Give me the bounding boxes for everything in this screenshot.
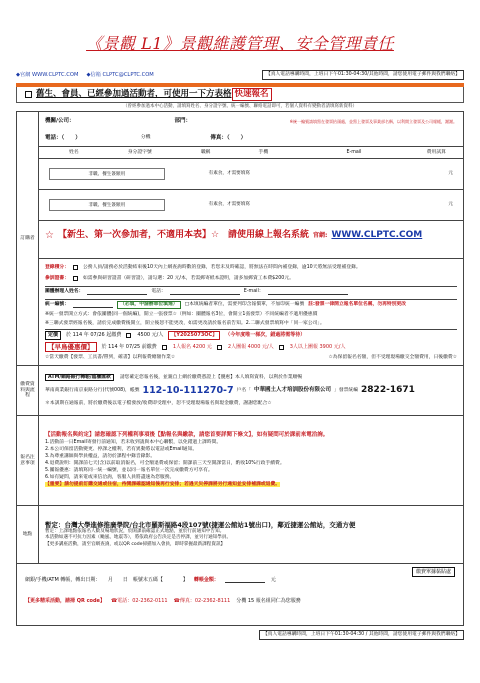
fixed-price-label: 定價 — [45, 331, 61, 339]
qr-code-notice[interactable]: 【更多精采活動，請掃 QR code】 — [25, 597, 105, 604]
contact-email-field[interactable] — [268, 289, 348, 295]
side-label-payment: 繳費資料與流程 — [17, 366, 39, 416]
footer-hotline: 【真人電話導購時間，上班日下午01:30-04:30 / 其他時間，請您使用電子郵件與我們聯絡】 — [259, 630, 464, 640]
quick-register-notice — [16, 87, 464, 103]
checkbox-icon[interactable] — [25, 91, 32, 98]
side-label-orderer: 訂購者 — [17, 112, 39, 366]
ext-label: 分機 — [140, 135, 151, 140]
contact-links — [16, 70, 464, 80]
fee-unit: 元 — [448, 171, 453, 177]
notice-subnote: （曾經參加過本中心活動，請填寫姓名、身分證字號、統一編號、聯絡電話即可，若個人資料有變動者請填寫新資料） — [123, 104, 357, 109]
atm-box: ATM/網路銀行轉帳/臨櫃匯款 — [45, 374, 114, 382]
website-link[interactable]: ◆官網 WWW.CLPTC.COM — [16, 71, 79, 78]
venue-address: 暫定：台灣大學進修推廣學院/台北市羅斯福路4段107號(捷運公館站1號出口)，鄰近捷運公館站，交通方便 — [45, 520, 356, 529]
fax-number: 02-2362-8111 — [194, 597, 231, 604]
page-title: 《景觀 L1》景觀維護管理、安全管理責任 — [86, 34, 394, 53]
hotline-notice: 【真人電話導購時間，上班日下午01:30-04:30/其他時間，請您使用電子郵件與我們聯絡】 — [262, 70, 464, 80]
tax-id-field[interactable] — [73, 302, 113, 308]
meal-choice[interactable]: 非職、餐生簽額用 — [49, 168, 165, 180]
newbie-row: ☆ 【新生、第一次參加者，不適用本表】☆ 請使用線上報名系統 官網: WWW.CLPTC.COM — [39, 220, 463, 258]
notice-text: 舊生、會員、已經參加過活動者，可使用一下方表格 — [36, 89, 232, 100]
attendee-row-2[interactable] — [39, 189, 463, 220]
org-label: 機關/公司： — [45, 117, 75, 124]
side-label-rules: 報名注意事項 — [17, 416, 39, 506]
fax-label: 傳真：（ ） — [210, 134, 247, 141]
registration-table: 訂購者 機關/公司： 部門： ※統一編號請填寫在發票抬頭處，並寫上發票及事業部名稱，以利開立發票及公司報帳，謝謝。 電話：（ ） 分機 傳真：（ ） 姓名 身分證字號 職稱 手機 E-mail 費用試算 非職、餐生簽額用 有素食，才需要填寫 元 非職、餐生簽額用 有素食，才需要填寫 元 ☆ 【新生、第一次參加者，不適用本表】☆ 請使用線上報名系統 官網: WWW.CLPTC.COM 登錄積分： 公務人員/請務必於活動結束後10天內上網查詢時數的登錄，若您未及時確認，將無法在時間內補登錄，逾10天將無法受理補登錄。 參訓證書： 如需參與研習證書（研習證），請勾選：20 元/本，若需郵寄紙本證明，請多加郵資工本費$200元。 團體辦理人姓名： 電話： E-mail： 統一編號： （必填，中請辦單位填選） □本填統編者單位，需要列印含報價單，不加印統一編號 註:發票一律開立報名單位名稱，勿再特別更改 ※統一發票開立方式：會依團體(同一個統編)，開立一張發票☆（例如：團體報名3位，會開立1張發票）不同統編者不適用優惠價 ※三聯式發票經報名後，請於完成繳費後開立，開立後恕不能更改，如需更改請於報名前告知。2.二聯式發票填寫中「同一家公司」。 定價 於 114 年 07/26 起繳費 4500 元/人 【Y2025073OC】 （今年度唯一梯次，錯過將需等待） 【早鳥優惠價】 於 114 年 07/25 前繳費 1人報名 4200 元 2人團報 4000 元/人 3人以上團報 3900 元/人 ☆當天繳費【發票、工具書/帶到，確書】以利報費總額作業☆ ☆為保留報名名額，但不受理現場繳交全額費用，日後繳費☆ 繳費資料與流程 ATM/網路銀行轉帳/臨櫃匯款 請您確定您報名後，並親自上網於繳費憑證上【優惠】本人填寫資料，以利於作業順暢 華南商業銀行南京東路分行(代號008)，帳號 112-10-111270-7 戶名「 中華國土人才培訓股份有限公司 」發票統編 2822-1671 ＊本訓期在通報前，將於繳費後以電子檔發放/收費即受理中，恕不受理現場報名與現金繳費，謝謝您配合☆ 報名注意事項 【活動報名與約定】請您確認下列權利事項後【點報名與繳款，請您首要詳閱下條文】，如有疑問可於課前來電洽詢。 1.活動前一日Email寄發行前通知，若未收到請與本中心聯繫，以免錯過上課時間。 2.本公司保留活動變更、停課之權利，若有異動將以電話或Email通知。 3.為尊重講師與學員權益，請勿於課程中錄音錄影。 4.退費說明：開課前七天(含)以前取消報名，可全額退費或保留；開課前三天至開課當日，酌收10%行政手續費。 5.團報優惠：請填寫同一統一編號，並以同一報名單位一次完成繳費方可享有。 6.如有疑問，請來電或來信洽詢，客服人員將盡速為您服務。 【重要】請勿提前訂購交通或住宿，待開課確認通知後再行安排；若遇天災停課將另行通知並安排補課或退費。 地點 暫定：台灣大學進修推廣學院/台北市羅斯福路4段107號(捷運公館站1號出口)，鄰近捷運公館站，交通方便 暫定：上課地點依報名人數及場地狀況，於開課前確認正式地點，並於行前通知中告知。 本活動如遇不可抗力因素（颱風、地震等），將依政府公告決定是否停課，並另行通知學員。 【更多講座活動，請至官網查詢，或以QR code掃描加入會員，即時掌握最新課程資訊】 — [16, 111, 464, 564]
phone-number[interactable]: 02-2362-0111 — [132, 597, 168, 604]
bank-account: 112-10-111270-7 — [142, 384, 234, 396]
tax-id: 2822-1671 — [361, 384, 415, 395]
transfer-amount-field[interactable] — [225, 577, 265, 583]
early-option-2[interactable] — [217, 345, 222, 350]
side-label-venue: 地點 — [17, 506, 39, 564]
quick-register-highlight: 快速報名 — [232, 88, 272, 101]
online-register-link[interactable]: WWW.CLPTC.COM — [331, 230, 423, 241]
contact-tel-field[interactable] — [170, 289, 240, 295]
early-bird-tag: 【早鳥優惠價】 — [45, 342, 97, 352]
early-option-1[interactable] — [162, 345, 167, 350]
footer — [16, 630, 464, 640]
dept-label: 部門： — [174, 117, 192, 124]
veg-note: 有素食，才需要填寫 — [208, 202, 250, 208]
fee-unit: 元 — [448, 202, 453, 208]
tel-label: 電話：（ ） — [45, 134, 81, 141]
diamond-icon: ◆ — [16, 71, 20, 78]
contact-name-field[interactable] — [87, 289, 147, 295]
attendee-row-1[interactable] — [39, 158, 463, 189]
early-option-3[interactable] — [279, 345, 284, 350]
fixed-price-checkbox[interactable] — [126, 333, 131, 338]
payment-slip-area: 網銀/手機/ATM 轉帳，轉出日期： 月 日 帳號末五碼【 】 轉帳金額： 元 繳費單據黏貼處 【更多精采活動，請掃 QR code】 ☎電話：02-2362-0111 ☎傳真：02-2362-8111 分機 15 報名組同仁為您服務 — [16, 564, 464, 626]
receipt-paste-area: 繳費單據黏貼處 — [412, 567, 455, 577]
options-block: 登錄積分： 公務人員/請務必於活動結束後10天內上網查詢時數的登錄，若您未及時確認，將無法在時間內補登錄，逾10天將無法受理補登錄。 參訓證書： 如需參與研習證書（研習證），請勾選：20 元/本，若需郵寄紙本證明，請多加郵資工本費$200元。 團體辦理人姓名： 電話： E-mail： 統一編號： （必填，中請辦單位填選） □本填統編者單位，需要列印含報價單，不加印統一編號 註:發票一律開立報名單位名稱，勿再特別更改 ※統一發票開立方式：會依團體(同一個統編)，開立一張發票☆（例如：團體報名3位，會開立1張發票）不同統編者不適用優惠價 ※三聯式發票經報名後，請於完成繳費後開立，開立後恕不能更改，如需更改請於報名前告知。2.二聯式發票填寫中「同一家公司」。 定價 於 114 年 07/26 起繳費 4500 元/人 【Y2025073OC】 （今年度唯一梯次，錯過將需等待） 【早鳥優惠價】 於 114 年 07/25 前繳費 1人報名 4200 元 2人團報 4000 元/人 3人以上團報 3900 元/人 ☆當天繳費【發票、工具書/帶到，確書】以利報費總額作業☆ ☆為保留報名名額，但不受理現場繳交全額費用，日後繳費☆ — [39, 258, 463, 365]
veg-note: 有素食，才需要填寫 — [208, 171, 250, 177]
cert-checkbox[interactable] — [73, 265, 78, 270]
diamond-icon: ◆ — [86, 71, 91, 78]
email-link[interactable]: ◆信箱 CLPTC@CLPTC.COM — [86, 71, 154, 78]
meal-choice[interactable]: 非職、餐生簽額用 — [49, 199, 165, 211]
rules-header: 【活動報名與約定】請您確認下列權利事項後【點報名與繳款，請您首要詳閱下條文】，如有疑問可於課前來電洽詢。 — [45, 432, 329, 439]
important-highlight: 【重要】請勿提前訂購交通或住宿，待開課確認通知後再行安排；若遇天災停課將另行通知並安排補課或退費。 — [45, 481, 281, 487]
star-icon: ☆ — [45, 229, 54, 241]
invoice-note: ※統一編號請填寫在發票抬頭處，並寫上發票及事業部名稱，以利開立發票及公司報帳，謝謝。 — [289, 118, 457, 124]
attendee-header: 姓名 身分證字號 職稱 手機 E-mail 費用試算 — [39, 146, 463, 158]
register-checkbox[interactable] — [73, 276, 78, 281]
course-code: 【Y2025073OC】 — [168, 331, 220, 339]
newbie-text: 【新生、第一次參加者，不適用本表】☆ 請使用線上報名系統 — [57, 230, 310, 241]
